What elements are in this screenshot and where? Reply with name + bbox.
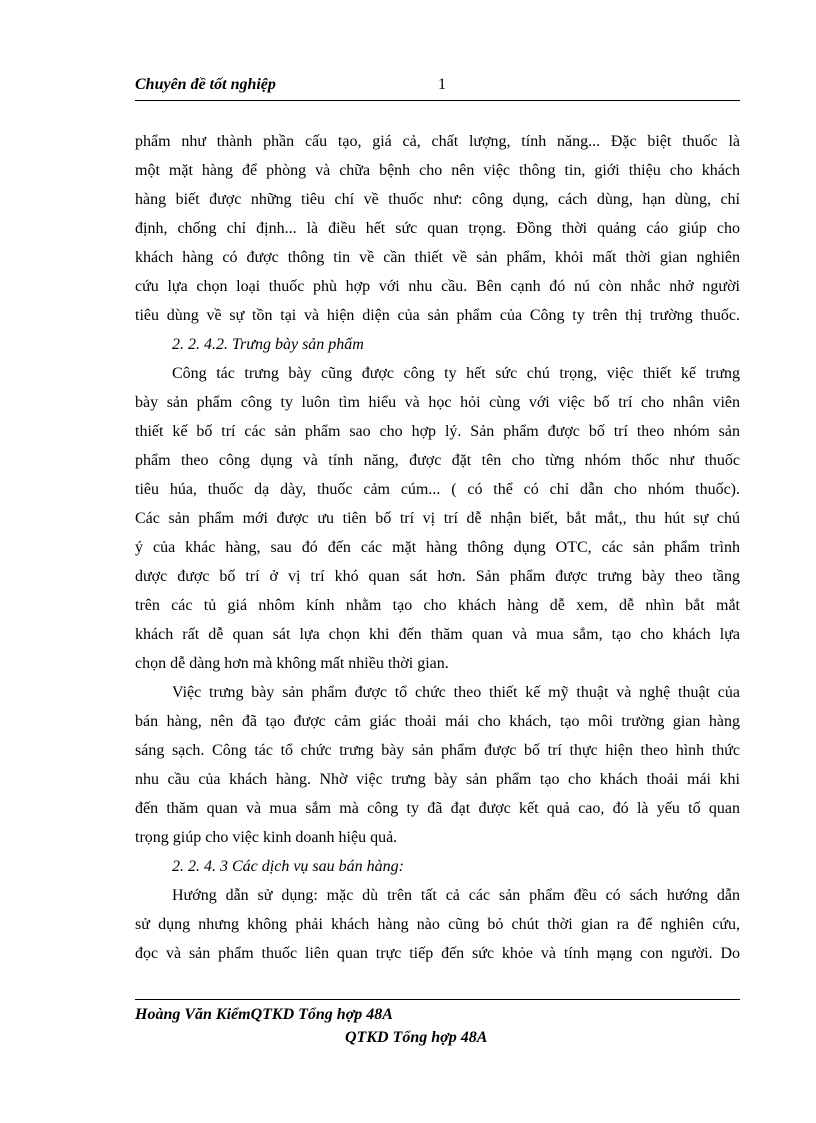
text-line: tiêu húa, thuốc dạ dày, thuốc cảm cúm... ( có thể có chỉ dẫn cho nhóm thuốc). — [135, 481, 740, 498]
text-line: phẩm theo công dụng và tính năng, được đặt tên cho từng nhóm thốc như thuốc — [135, 452, 740, 469]
text-line: sáng sạch. Công tác tổ chức trưng bày sản phẩm được bố trí thực hiện theo hình thức — [135, 742, 740, 759]
header-title: Chuyên đề tốt nghiệp — [135, 76, 276, 93]
text-line: hàng biết được những tiêu chí về thuốc như: công dụng, cách dùng, hạn dùng, chỉ — [135, 191, 740, 208]
text-line: khách rất dễ quan sát lựa chọn khi đến thăm quan và mua sắm, tạo cho khách lựa — [135, 626, 740, 643]
text-line: tiêu dùng về sự tồn tại và hiện diện của sản phẩm của Công ty trên thị trường thuốc. — [135, 307, 740, 324]
text-line: cứu lựa chọn loại thuốc phù hợp với nhu cầu. Bên cạnh đó nú còn nhắc nhở người — [135, 278, 740, 295]
text-line: trên các tủ giá nhôm kính nhằm tạo cho khách hàng dễ xem, dễ nhìn bắt mắt — [135, 597, 740, 614]
text-line: đọc và sản phẩm thuốc liên quan trực tiếp đến sức khỏe và tính mạng con người. Do — [135, 945, 740, 962]
footer-class: QTKD Tổng hợp 48A — [345, 1029, 488, 1046]
section-heading: 2. 2. 4. 3 Các dịch vụ sau bán hàng: — [172, 858, 404, 875]
text-line: Công tác trưng bày cũng được công ty hết sức chú trọng, việc thiết kế trưng — [172, 365, 740, 382]
text-line: sử dụng nhưng không phải khách hàng nào cũng bỏ chút thời gian ra để nghiên cứu, — [135, 916, 740, 933]
text-line: thiết kế bố trí các sản phẩm sao cho hợp lý. Sản phẩm được bố trí theo nhóm sản — [135, 423, 740, 440]
section-heading: 2. 2. 4.2. Trưng bày sản phẩm — [172, 336, 364, 353]
text-line: chọn dễ dàng hơn mà không mất nhiều thời gian. — [135, 655, 449, 672]
text-line: nhu cầu của khách hàng. Nhờ việc trưng bày sản phẩm tạo cho khách thoải mái khi — [135, 771, 740, 788]
page-header — [135, 76, 740, 101]
text-line: Các sản phẩm mới được ưu tiên bố trí vị trí dễ nhận biết, bắt mắt,, thu hút sự chú — [135, 510, 740, 527]
text-line: Việc trưng bày sản phẩm được tổ chức theo thiết kế mỹ thuật và nghệ thuật của — [172, 684, 740, 701]
footer-author: Hoàng Văn KiểmQTKD Tổng hợp 48A — [135, 1006, 393, 1023]
text-line: phẩm như thành phần cấu tạo, giá cả, chất lượng, tính năng... Đặc biệt thuốc là — [135, 133, 740, 150]
text-line: trọng giúp cho việc kinh doanh hiệu quả. — [135, 829, 398, 846]
text-line: Hướng dẫn sử dụng: mặc dù trên tất cả các sản phẩm đều có sách hướng dẫn — [172, 887, 740, 904]
text-line: bán hàng, nên đã tạo được cảm giác thoải mái cho khách, tạo môi trường gian hàng — [135, 713, 740, 730]
document-body — [135, 127, 740, 968]
text-line: một mặt hàng để phòng và chữa bệnh cho nên việc thông tin, giới thiệu cho khách — [135, 162, 740, 179]
text-line: khách hàng có được thông tin về cần thiết về sản phẩm, khỏi mất thời gian nghiên — [135, 249, 740, 266]
text-line: ý của khác hàng, sau đó đến các mặt hàng thông dụng OTC, các sản phẩm trình — [135, 539, 740, 556]
text-line: đến thăm quan và mua sắm mà công ty đã đạt được kết quả cao, đó là yếu tố quan — [135, 800, 740, 817]
text-line: định, chống chỉ định... là điều hết sức quan trọng. Đồng thời quảng cáo giúp cho — [135, 220, 740, 237]
text-line: bày sản phẩm công ty luôn tìm hiểu và học hỏi cùng với việc bố trí cho nhân viên — [135, 394, 740, 411]
footer-divider — [135, 999, 740, 1000]
page-number: 1 — [438, 76, 446, 93]
text-line: dược được bố trí ở vị trí khó quan sát hơn. Sản phẩm được trưng bày theo tầng — [135, 568, 740, 585]
